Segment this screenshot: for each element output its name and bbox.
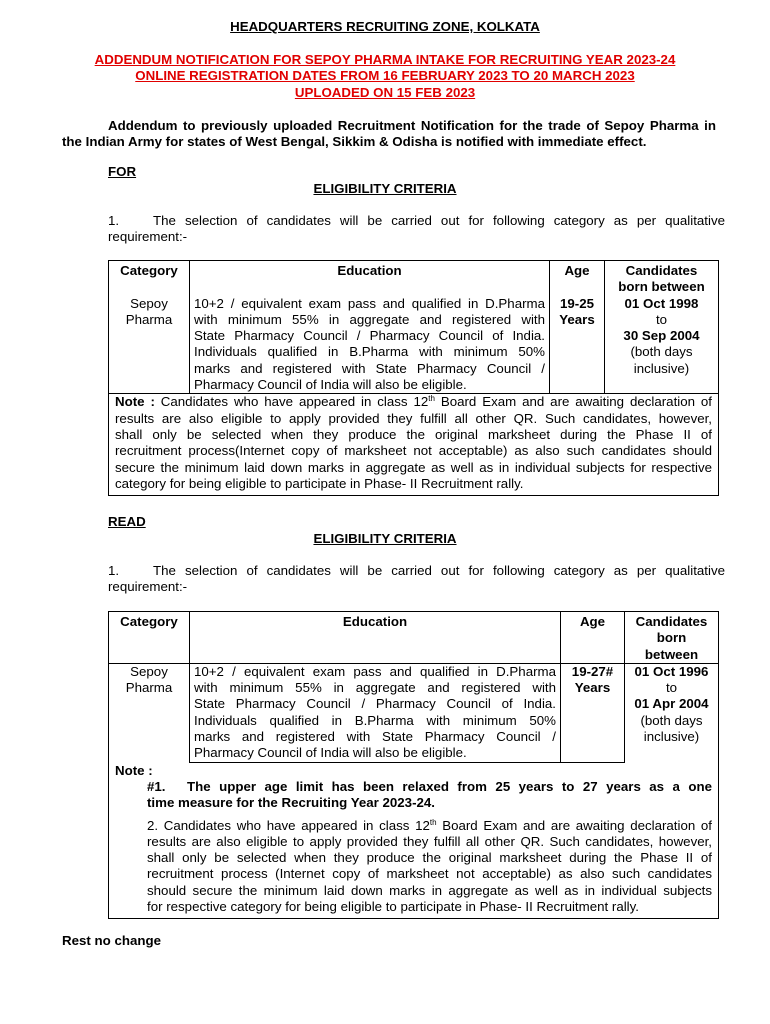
addendum-heading-line1: ADDENDUM NOTIFICATION FOR SEPOY PHARMA INTAKE FOR RECRUITING YEAR 2023-24	[94, 52, 676, 67]
col-education-header: Education	[190, 261, 550, 296]
row-born-between: 01 Oct 1996 to 01 Apr 2004 (both days inclusive)	[625, 663, 719, 762]
addendum-heading-line3: UPLOADED ON 15 FEB 2023	[294, 85, 476, 100]
table-row	[109, 296, 719, 394]
table-note-row	[109, 762, 719, 919]
col-age-header: Age	[561, 612, 625, 664]
read-eligibility-table	[108, 611, 719, 919]
for-label: FOR	[108, 164, 137, 179]
row-category: Sepoy Pharma	[109, 296, 190, 394]
for-note: Note : Candidates who have appeared in class 12th Board Exam and are awaiting declaration of results are also eligible to apply provided they fulfill all other QR. Such candidates, however, shall only be selected when they produce the original marksheet during the Phase II of recruitment process(Internet copy of marksheet not acceptable) as also such candidates should secure the minimum laid down marks in aggregate as well as in individual subjects for respective category for being eligible to participate in Phase- II Recruitment rally.	[109, 394, 719, 496]
intro-line2: the Indian Army for states of West Bengal, Sikkim & Odisha is notified with immediate effect.	[62, 134, 647, 149]
read-para-line2: requirement:-	[108, 579, 188, 594]
for-eligibility-table	[108, 260, 719, 496]
col-category-header: Category	[109, 261, 190, 296]
row-born-between: 01 Oct 1998 to 30 Sep 2004 (both days inclusive)	[605, 296, 719, 394]
row-category: Sepoy Pharma	[109, 663, 190, 762]
for-para-number: 1.	[108, 213, 120, 228]
col-education-header: Education	[190, 612, 561, 664]
row-education: 10+2 / equivalent exam pass and qualified in D.Pharma with minimum 55% in aggregate and registered with State Pharmacy Council / Pharmacy Council of India. Individuals qualified in B.Pharma with minimum 50% marks and registered with State Pharmacy Council / Pharmacy Council of India will also be eligible.	[190, 663, 561, 762]
col-category-header: Category	[109, 612, 190, 664]
table-header-row	[109, 612, 719, 664]
intro-line1: Addendum to previously uploaded Recruitment Notification for the trade of Sepoy Pharma in	[108, 118, 716, 133]
for-para-line2: requirement:-	[108, 229, 188, 244]
document-title: HEADQUARTERS RECRUITING ZONE, KOLKATA	[230, 19, 540, 34]
table-note-row	[109, 394, 719, 496]
row-age: 19-27# Years	[561, 663, 625, 762]
read-eligibility-heading: ELIGIBILITY CRITERIA	[313, 531, 457, 546]
for-eligibility-heading: ELIGIBILITY CRITERIA	[313, 181, 457, 196]
col-born-header: Candidates born between	[625, 612, 719, 664]
row-age: 19-25 Years	[550, 296, 605, 394]
addendum-heading-line2: ONLINE REGISTRATION DATES FROM 16 FEBRUARY 2023 TO 20 MARCH 2023	[135, 68, 635, 83]
read-para-line1: The selection of candidates will be carried out for following category as per qualitative	[153, 563, 725, 578]
for-para-line1: The selection of candidates will be carried out for following category as per qualitative	[153, 213, 725, 228]
class12-note: 2. Candidates who have appeared in class 12th Board Exam and are awaiting declaration of results are also eligible to apply provided they fulfill all other QR. Such candidates, however, shall only be selected when they produce the original marksheet during the Phase II of recruitment process (Internet copy of marksheet not acceptable) as also such candidates should secure the minimum laid down marks in aggregate as well as in individual subjects for respective category for being eligible to participate in Phase- II Recruitment rally.	[147, 817, 713, 915]
table-header-row	[109, 261, 719, 296]
table-row	[109, 663, 719, 762]
col-age-header: Age	[550, 261, 605, 296]
col-born-header: Candidates born between	[605, 261, 719, 296]
read-note: Note : #1. The upper age limit has been relaxed from 25 years to 27 years as a one time measure for the Recruiting Year 2023-24. 2. Candidates who have appeared in class 12th Board Exam and are awaiting declaration of results are also eligible to apply provided they fulfill all other QR. Such candidates, however, shall only be selected when they produce the original marksheet during the Phase II of recruitment process (Internet copy of marksheet not acceptable) as also such candidates should secure the minimum laid down marks in aggregate as well as in individual subjects for respective category for being eligible to participate in Phase- II Recruitment rally.	[109, 762, 719, 919]
row-education: 10+2 / equivalent exam pass and qualified in D.Pharma with minimum 55% in aggregate and registered with State Pharmacy Council / Pharmacy Council of India. Individuals qualified in B.Pharma with minimum 50% marks and registered with State Pharmacy Council / Pharmacy Council of India will also be eligible.	[190, 296, 550, 394]
read-label: READ	[108, 514, 146, 529]
age-relaxation-note: #1. The upper age limit has been relaxed from 25 years to 27 years as a one	[147, 778, 712, 794]
read-para-number: 1.	[108, 563, 120, 578]
rest-no-change: Rest no change	[62, 933, 162, 948]
